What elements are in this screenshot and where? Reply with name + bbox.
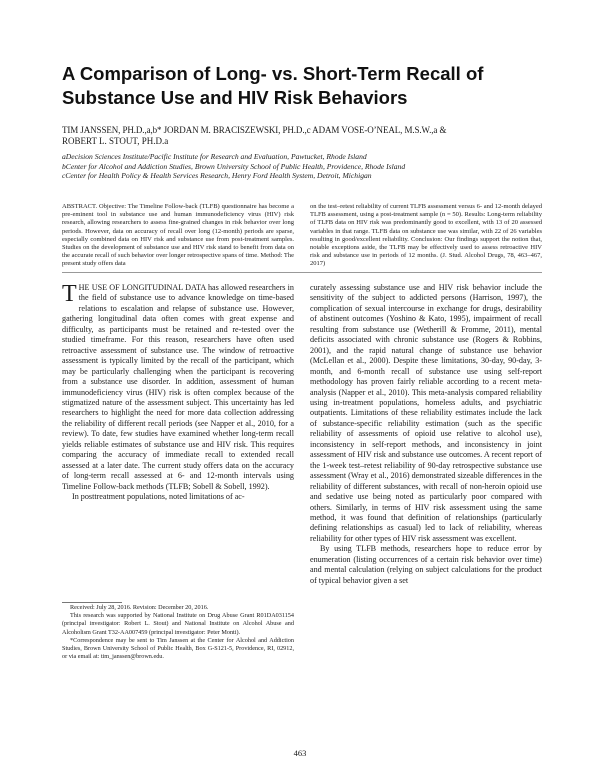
author-list — [62, 125, 542, 147]
article-title: A Comparison of Long- vs. Short-Term Recall of Substance Use and HIV Risk Behaviors — [62, 63, 484, 108]
body-paragraph: In posttreatment populations, noted limitations of ac- — [72, 492, 245, 502]
affiliations — [62, 152, 542, 181]
affiliation-b: bCenter for Alcohol and Addiction Studies, Brown University School of Public Health, Providence, Rhode Island — [62, 161, 406, 171]
author-line-2: ROBERT L. STOUT, PH.D.a — [62, 136, 169, 146]
body-right-column — [310, 283, 542, 586]
body-paragraph: By using TLFB methods, researchers hope to reduce error by enumeration (listing occurrences of a certain risk behavior over time) and mental calculation (relying on subject calculations for the product of typical behavior given a set — [310, 544, 542, 585]
footnote-received: Received: July 28, 2016. Revision: December 20, 2016. — [70, 604, 209, 611]
body-paragraph — [62, 283, 294, 492]
footnote-divider — [62, 602, 122, 603]
footnote-correspondence: *Correspondence may be sent to Tim Janssen at the Center for Alcohol and Addiction Studies, Brown University School of Public Health, Box G-S121-5, Providence, RI, 02912, or via email at: tim_janssen@brown.edu. — [62, 636, 294, 661]
footnotes — [62, 604, 294, 661]
body-left-column — [62, 283, 294, 503]
body-paragraph-text: HE USE OF LONGITUDINAL DATA has allowed researchers in the field of substance use to advance knowledge on time-based relations to escalation and relapse of substance use. However, gathering longitudinal data often comes with great expense and difficulty, as participants must be retained and re-tested over the studied timeframe. For this reason, researchers have often used retroactive assessment of substance use. The window of retroactive assessment is typically limited by the recall of the participant, which may be particularly challenging when the participant is recovering from a substance use disorder. In addition, assessment of human immunodeficiency virus (HIV) risk is often complex because of the stigmatized nature of the assessment subject. This uncertainty has led researchers to highlight the need for more data collection addressing the reliability of different recall periods (see Napper et al., 2010, for a review). To date, few studies have examined whether long-term recall yields reliable estimates of substance use and HIV risk. This requires comparing the accuracy of immediate recall to extended recall assessed at a later date. The current study offers data on the accuracy of long-term recall assessed at 6- and 12-month intervals using Timeline Follow-back methods (TLFB; Sobell & Sobell, 1992). — [62, 283, 294, 491]
abstract-right-column: on the test–retest reliability of current TLFB assessment versus 6- and 12-month delayed TLFB assessment, using a post-treatment sample (n = 50). Results: Long-term reliability of TLFB data on HIV risk was predominantly good to excellent, with 13 of 20 assessed variables in that range. TLFB data on substance use was similar, with 22 of 26 variables resulting in good/excellent reliability. Conclusion: Our findings support the notion that, notable exceptions aside, the TLFB may be effectively used to assess retroactive HIV risk and substance use in periods of 12 months. (J. Stud. Alcohol Drugs, 78, 463–467, 2017) — [310, 203, 542, 268]
body-paragraph: curately assessing substance use and HIV risk behavior include the sensitivity of the subject to addicted persons (Harrison, 1997), the complication of sexual intercourse in exchange for drugs, desirability of abstinent outcomes (Yoshino & Kato, 1995), impairment of recall resulting from substance use (Wetherill & Fromme, 2011), mental deficits associated with chronic substance use (Rogers & Robbins, 2001), and the rapid natural change of substance use behavior (McLellan et al., 2000). Despite these limitations, 30-day, 90-day, 3-month, and 6-month recall of substance use using self-report methodology has proven fairly reliable according to a recent meta-analysis (Napper et al., 2010). This meta-analysis compared reliability using in-treatment populations, homeless adults, and psychiatric outpatients. Limitations of these reliability estimates include the lack of substance-specific reliability estimation (such as the specific reliability of assessments of opioid use relative to alcohol use), inconsistency in self-report methods, and inconsistency in joint assessment of HIV risk and substance use outcomes. A recent report of the 1-week test–retest reliability of 90-day retrospective substance use assessment (Wray et al., 2016) demonstrated sizeable differences in the reliability of different substances, with recall of non-heroin opioid use and sedative use being noted as particularly poor compared with others. Similarly, in terms of HIV risk assessment using the same method, it was found that definition of relationships (particularly defining relationships as casual) led to lack of reliability, whereas reliability for other types of HIV risk assessment was excellent. — [310, 283, 542, 543]
affiliation-c: cCenter for Health Policy & Health Services Research, Henry Ford Health System, Detroit, Michigan — [62, 171, 372, 181]
abstract-divider — [62, 272, 542, 273]
affiliation-a: aDecision Sciences Institute/Pacific Institute for Research and Evaluation, Pawtucket, Rhode Island — [62, 152, 367, 161]
author-line-1: TIM JANSSEN, PH.D.,a,b* JORDAN M. BRACISZEWSKI, PH.D.,c ADAM VOSE-O’NEAL, M.S.W.,a & — [62, 125, 447, 135]
article-body — [62, 283, 542, 738]
abstract — [62, 203, 542, 271]
drop-cap: T — [62, 281, 77, 307]
abstract-left-column: ABSTRACT. Objective: The Timeline Follow-back (TLFB) questionnaire has become a pre-eminent tool in substance use and human immunodeficiency virus (HIV) risk research, allowing researchers to assess fine-grained changes in risk behavior over long periods. However, data on accuracy of recall over long (12-month) periods are sparse, especially combined data on HIV risk and substance use from post-treatment samples. Studies on the development of substance use and HIV risk stand to benefit from data on the accurate recall of such behavior over longer retrospective spans of time. Method: The present study offers data — [62, 203, 294, 268]
page-number: 463 — [293, 748, 307, 758]
footnote-funding: This research was supported by National Institute on Drug Abuse Grant R01DA031154 (principal investigator: Robert L. Stout) and National Institute on Alcohol Abuse and Alcoholism Grant T32-AA007459 (principal investigator: Peter Monti). — [62, 612, 294, 636]
